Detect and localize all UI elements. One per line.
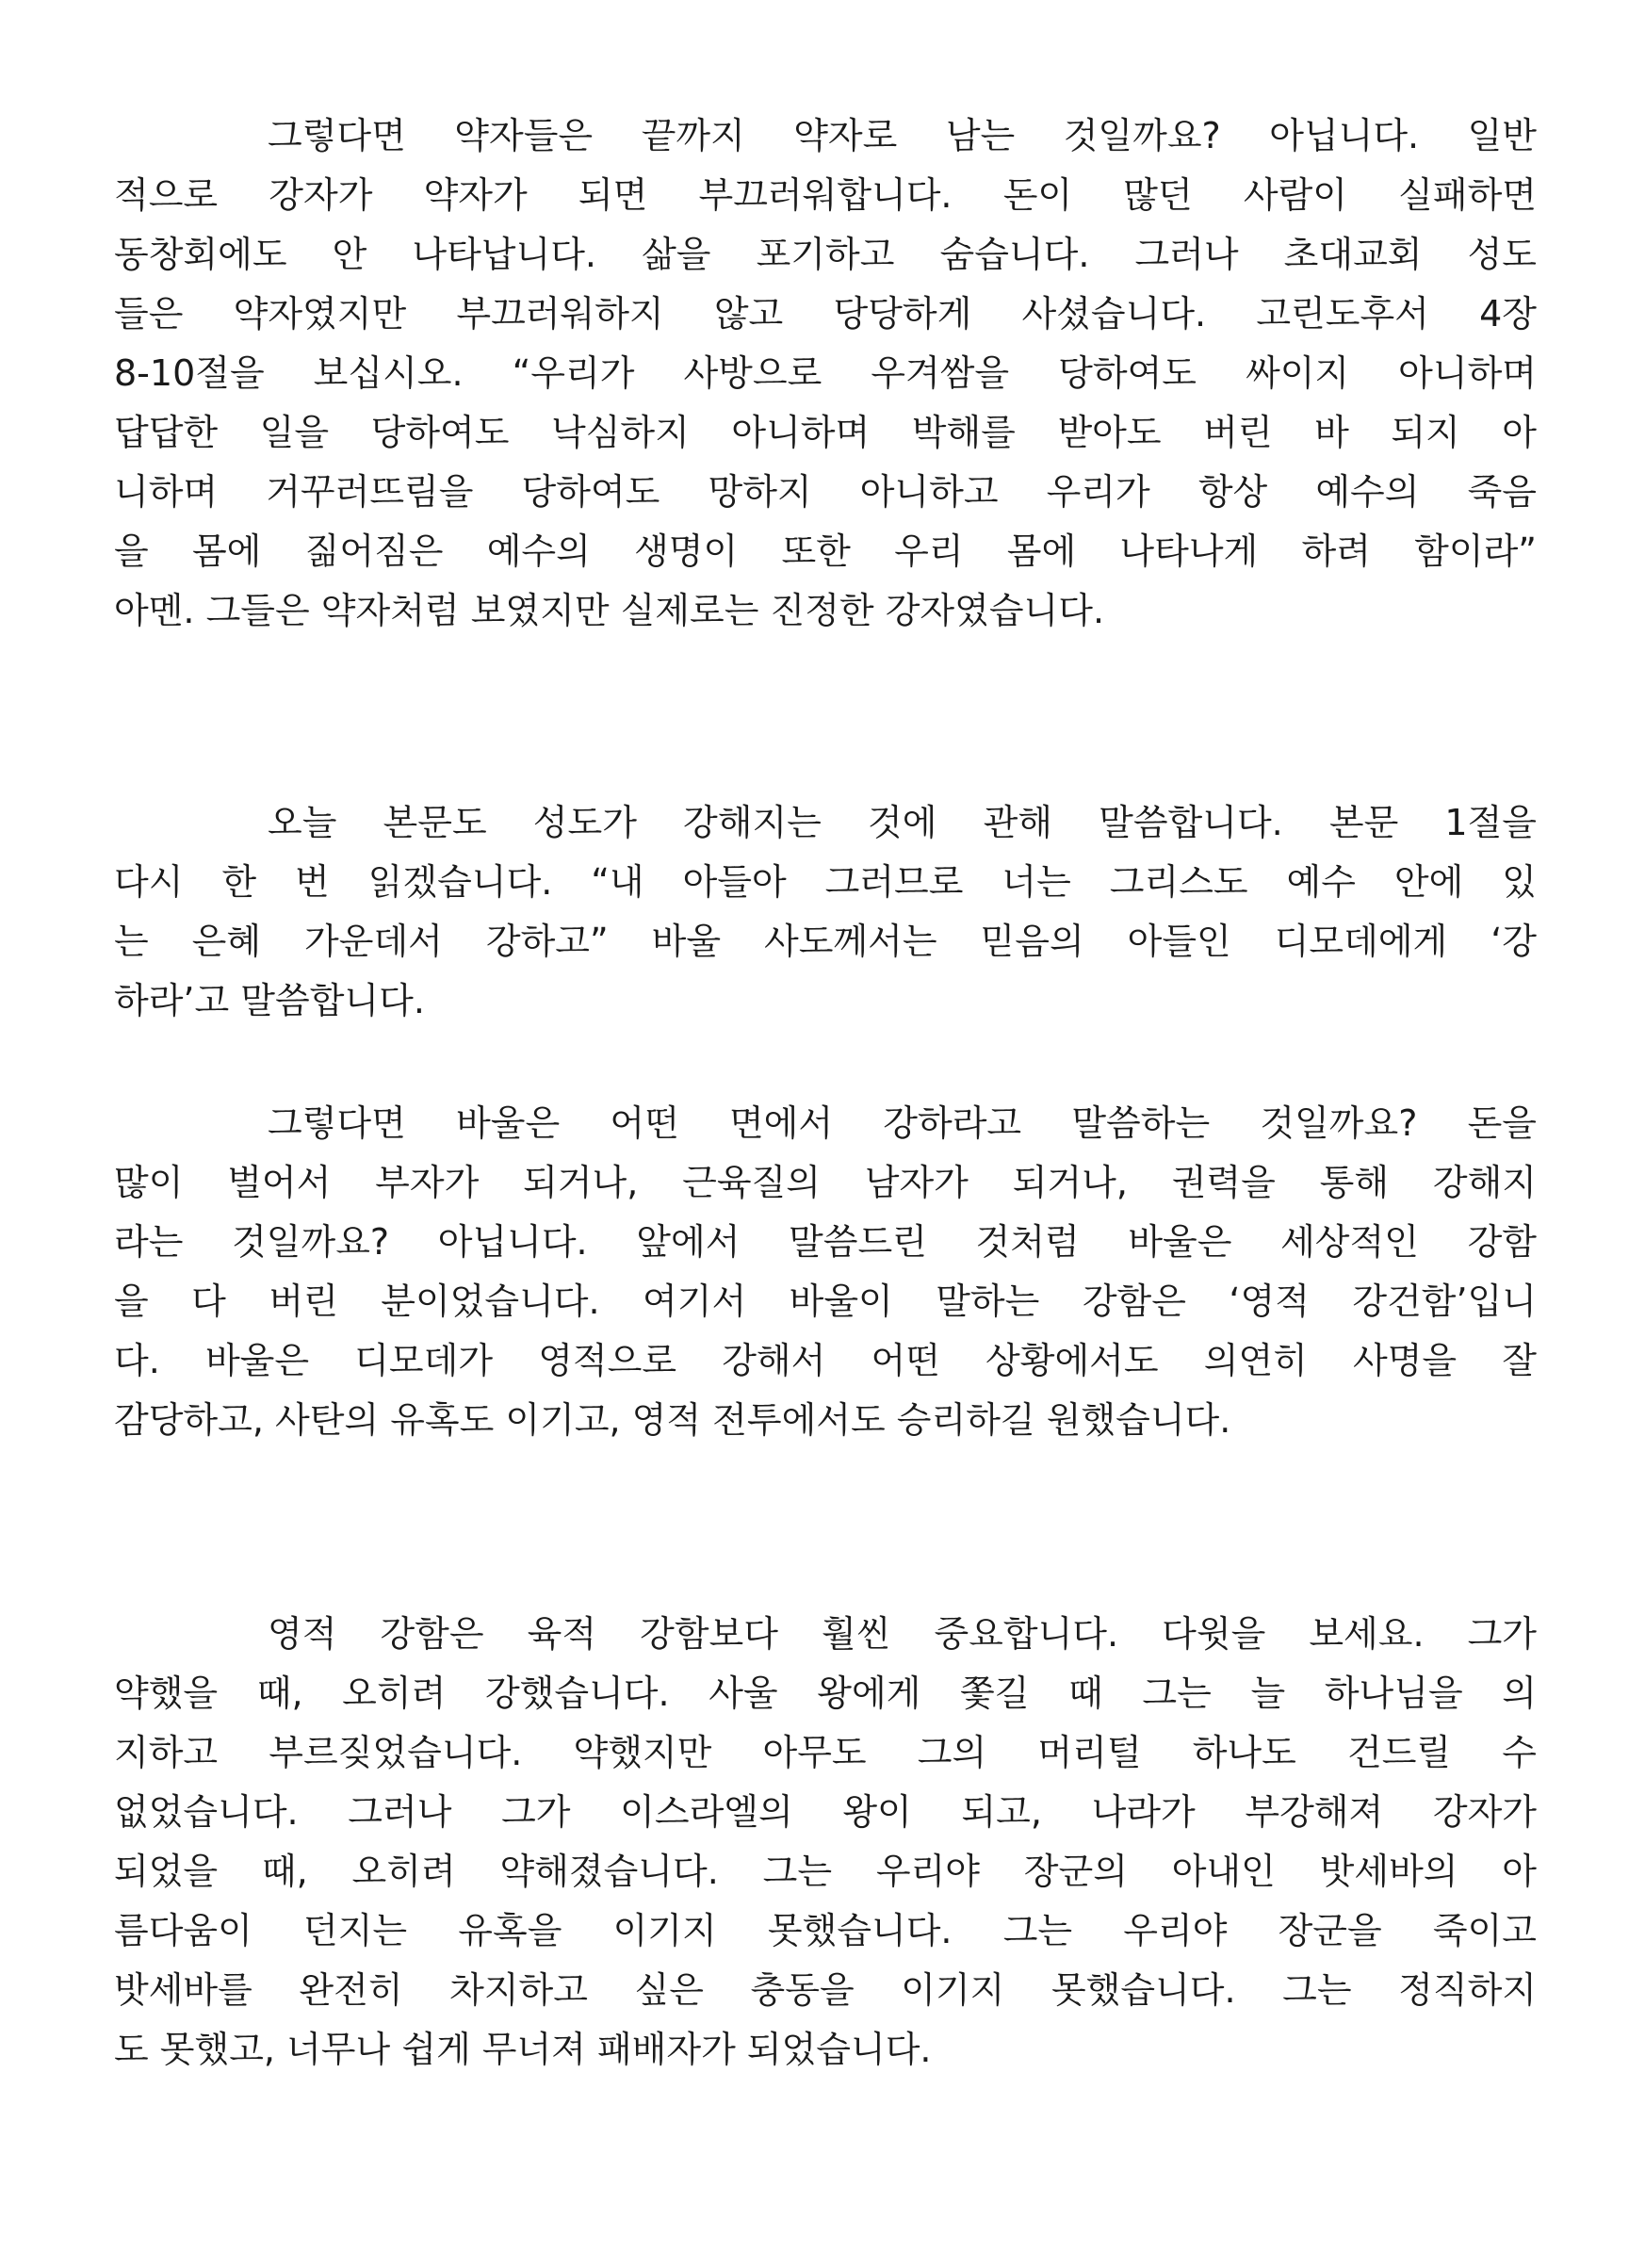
text-line: 밧세바를 완전히 차지하고 싶은 충동을 이기지 못했습니다. 그는 정직하지 xyxy=(114,1969,1537,2011)
text-line: 그렇다면 바울은 어떤 면에서 강하라고 말씀하는 것일까요? 돈을 xyxy=(268,1102,1537,1144)
text-line: 되었을 때, 오히려 약해졌습니다. 그는 우리야 장군의 아내인 밧세바의 아 xyxy=(114,1851,1537,1892)
paragraph-4 xyxy=(114,1605,1537,2080)
text-line: 그렇다면 약자들은 끝까지 약자로 남는 것일까요? 아닙니다. 일반 xyxy=(268,115,1537,156)
text-line: 름다움이 던지는 유혹을 이기지 못했습니다. 그는 우리야 장군을 죽이고 xyxy=(114,1910,1537,1951)
text-line: 들은 약자였지만 부끄러워하지 않고 당당하게 사셨습니다. 고린도후서 4장 xyxy=(114,293,1537,334)
paragraph-3 xyxy=(114,1094,1537,1450)
text-line: 동창회에도 안 나타납니다. 삶을 포기하고 숨습니다. 그러나 초대교회 성도 xyxy=(114,234,1537,275)
text-line: 다시 한 번 읽겠습니다. “내 아들아 그러므로 너는 그리스도 예수 안에 있 xyxy=(114,861,1537,903)
text-line: 영적 강함은 육적 강함보다 훨씬 중요합니다. 다윗을 보세요. 그가 xyxy=(268,1613,1537,1655)
text-line: 아멘. 그들은 약자처럼 보였지만 실제로는 진정한 강자였습니다. xyxy=(114,590,1105,631)
text-line: 8-10절을 보십시오. “우리가 사방으로 우겨쌈을 당하여도 싸이지 아니하며 xyxy=(114,352,1537,394)
text-line: 감당하고, 사탄의 유혹도 이기고, 영적 전투에서도 승리하길 원했습니다. xyxy=(114,1399,1231,1441)
paragraph-1 xyxy=(114,106,1537,641)
text-line: 을 다 버린 분이었습니다. 여기서 바울이 말하는 강함은 ‘영적 강건함’입니 xyxy=(114,1281,1537,1322)
text-line: 답답한 일을 당하여도 낙심하지 아니하며 박해를 받아도 버린 바 되지 아 xyxy=(114,412,1537,453)
text-line: 없었습니다. 그러나 그가 이스라엘의 왕이 되고, 나라가 부강해져 강자가 xyxy=(114,1791,1537,1833)
text-line: 적으로 강자가 약자가 되면 부끄러워합니다. 돈이 많던 사람이 실패하면 xyxy=(114,174,1537,216)
text-line: 는 은혜 가운데서 강하고” 바울 사도께서는 믿음의 아들인 디모데에게 ‘강 xyxy=(114,921,1537,962)
text-line: 많이 벌어서 부자가 되거나, 근육질의 남자가 되거나, 권력을 통해 강해지 xyxy=(114,1162,1537,1203)
text-line: 다. 바울은 디모데가 영적으로 강해서 어떤 상황에서도 의연히 사명을 잘 xyxy=(114,1340,1537,1381)
text-line: 약했을 때, 오히려 강했습니다. 사울 왕에게 쫓길 때 그는 늘 하나님을 의 xyxy=(114,1672,1537,1714)
text-line: 지하고 부르짖었습니다. 약했지만 아무도 그의 머리털 하나도 건드릴 수 xyxy=(114,1732,1537,1773)
text-line: 하라’고 말씀합니다. xyxy=(114,980,425,1021)
text-line: 오늘 본문도 성도가 강해지는 것에 관해 말씀합니다. 본문 1절을 xyxy=(268,802,1537,843)
text-line: 라는 것일까요? 아닙니다. 앞에서 말씀드린 것처럼 바울은 세상적인 강함 xyxy=(114,1221,1537,1263)
text-line: 니하며 거꾸러뜨림을 당하여도 망하지 아니하고 우리가 항상 예수의 죽음 xyxy=(114,471,1537,513)
text-line: 도 못했고, 너무나 쉽게 무너져 패배자가 되었습니다. xyxy=(114,2029,932,2070)
paragraph-2 xyxy=(114,793,1537,1031)
text-line: 을 몸에 짊어짐은 예수의 생명이 또한 우리 몸에 나타나게 하려 함이라” xyxy=(114,530,1537,572)
